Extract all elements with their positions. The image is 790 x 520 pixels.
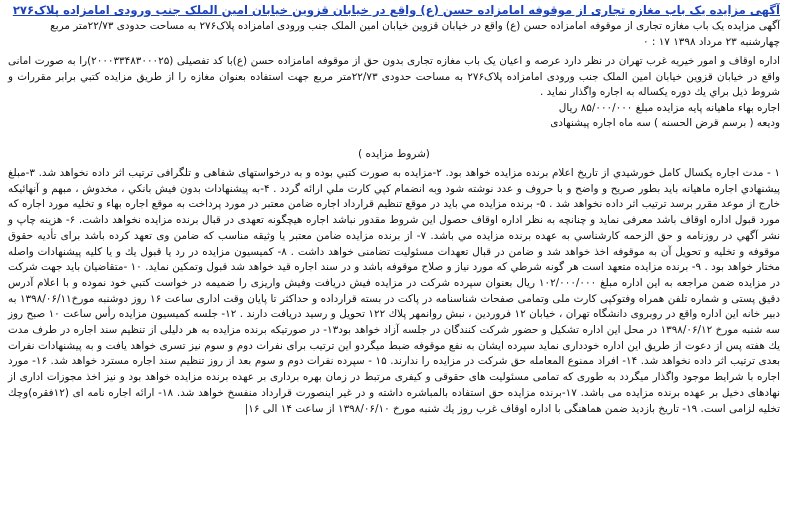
publish-date: چهارشنبه ۲۳ مرداد ۱۳۹۸ ۱۷ : ۰ xyxy=(643,35,780,48)
deposit: وديعه ( برسم قرض الحسنه ) سه ماه اجاره پيشنهادی xyxy=(550,117,780,129)
notice-title: آگهی مزایده یک باب مغازه تجاری از موقوفه امامزاده حسن (ع) واقع در خیابان قزوین خیابان امین الملک جنب ورودی امامزاده پلاک۲۷۶ xyxy=(12,3,780,17)
conditions-text: ۱ - مدت اجاره يكسال كامل خورشيدي از تاريخ اعلام برنده مزايده خواهد بود. ۲-مزايده به صورت كتبي بوده و به درخواستهای شفاهی و تلگرافی ترتیب اثر داده نخواهد شد. ۳-مبلغ پيشنهادي اجاره ماهيانه بايد بطور صريح و واضح و با حروف و عدد نوشته شود وبه انضمام كپي كارت ملي ارائه گردد . ۴-به پيشنهادات بدون فيش بانكي ، مخدوش ، مبهم و آنهائيكه خارج از موعد مقرر برسد ترتيب اثر داده نخواهد شد . ۵- برنده مزايده مي بايد در موقع تنظيم قرارداد اجاره ضامن معتبر در مورد پرداخت به موقع اجاره بهاء و تخليه مورد اجاره كه مورد قبول اداره اوقاف باشد معرفی نمايد و چنانچه به نظر اداره اوقاف حصول اين شروط مقدور نباشد اجاره هيچگونه تعهدی در قبال برنده مزايده نخواهد داشت. ۶- هزينه چاپ و نشر آگهي در روزنامه و حق الزحمه كارشناسي به عهده برنده مزايده مي باشد. ۷- از برنده مزايده ضامن معتبر يا وثيقه مناسب كه ضامن وی تعهد كرده باشد برای تأديه حقوق موقوفه و تخليه و تحويل آن به موقوفه اخذ خواهد شد و ضامن در قبال تعهدات مسئوليت تضامنی خواهد داشت . ۸- كميسيون مزايده در رد يا قبول يك و يا كليه پيشنهادات واصله مختار خواهد بود . ۹- برنده مزايده متعهد است هر گونه شرطي كه مورد نياز و صلاح موقوفه باشد و در سند اجاره قيد خواهد شد قبول وتمكين نمايد. ۱۰ -متقاضيان بايد جهت شركت در مزايده ضمن مراجعه به اين اداره مبلغ ۱۰۲/۰۰۰/۰۰۰ ريال بعنوان سپرده شركت در مزايده فيش دريافت وفيش واريزی را ضميمه در خواست كتبي خود نموده و با اعلام آدرس دقيق پستی و شماره تلفن همراه وفتوكپی كارت ملی وتمامی صفحات شناسنامه در پاكت در بسته قرارداده و حداكثر تا پايان وقت اداری ساعت ۱۶ روز دوشنبه مورخ۱۳۹۸/۰۶/۱۱ به دبير خانه اين اداره واقع در روبروی دانشگاه تهران ، خيابان ۱۲ فروردين ، نبش روانمهر پلاك ۱۲۲ تحويل و رسيد دريافت دارند . ۱۲- جلسه كميسيون مزايده رأس ساعت ۱۰ صبح روز سه شنبه مورخ ۱۳۹۸/۰۶/۱۲ در محل اين اداره تشكيل و حضور شركت كنندگان در جلسه آزاد خواهد بود۱۳- در صورتيكه برنده مزايده به هر دليلی از تنظيم سند اجاره در طرف مدت يك هفته پس از دعوت از طريق اين اداره خودداری نمايد سپرده ايشان به نفع موقوفه ضبط ميگردو اين ترتيب برای نفرات دوم و سوم نيز تسری خواهد يافت و به پيشنهادات نفرات بعدی ترتيب اثر داده نخواهد شد. ۱۴- افراد ممنوع المعامله حق شركت در مزايده را ندارند. ۱۵ - سپرده نفرات دوم و سوم بعد از روز تنظيم سند اجاره مسترد خواهد شد. ۱۶- مورد اجاره با شرايط موجود واگذار ميگردد به طوری كه تمامی مسئوليت های حقوقی و كيفری مرتبط در زمان بهره برداری بر عهده برنده مزايده خواهد بود و نيز اخذ مجوزات اداری از نهادهای دخيل بر عهده برنده مزايده می باشد. ۱۷-برنده مزايده حق استفاده بالمباشره داشته و در غير اينصورت قرارداد منفسخ خواهد شد. ۱۸- ارائه اجاره نامه ای (۱۲فقره)وچك تخليه لزامی است. ۱۹- تاريخ بازديد ضمن هماهنگی با اداره اوقاف غرب روز يك شنبه مورخ ۱۳۹۸/۰۶/۱۰ از ساعت ۱۴ الی ۱۶| xyxy=(8,167,781,415)
base-rent: اجاره بهاء ماهيانه پايه مزايده مبلغ ۸۵/۰۰۰/۰۰۰ ريال xyxy=(558,101,780,114)
conditions-heading: (شروط مزایده ) xyxy=(358,147,430,160)
notice-lead: آگهی مزایده یک باب مغازه تجاری از موقوفه امامزاده حسن (ع) واقع در خیابان قزوین خیابان امین الملک جنب ورودی امامزاده پلاک۲۷۶ به مساحت حدودی ۲۲/۷۳متر مربع xyxy=(50,20,780,32)
notice-body: اداره اوقاف و امور خیریه غرب تهران در نظر دارد عرصه و اعیان یک باب مغازه تجاری بدون حق از موقوفه امامزاده حسن (ع)با کد تفصیلی (۲۰۰۰۳۳۴۸۳۰۰۰۲۵)را به صورت امانی واقع در خیابان قزوین خیابان امین الملک جنب ورودی امامزاده پلاک۲۷۶ به مساحت حدودی ۲۲/۷۳متر مربع جهت استفاده بعنوان مغازه را از طريق مزايده كتبي برابر مقررات و شروط ذيل براي يك دوره يكساله به اجاره واگذار نمايد . xyxy=(8,55,781,98)
